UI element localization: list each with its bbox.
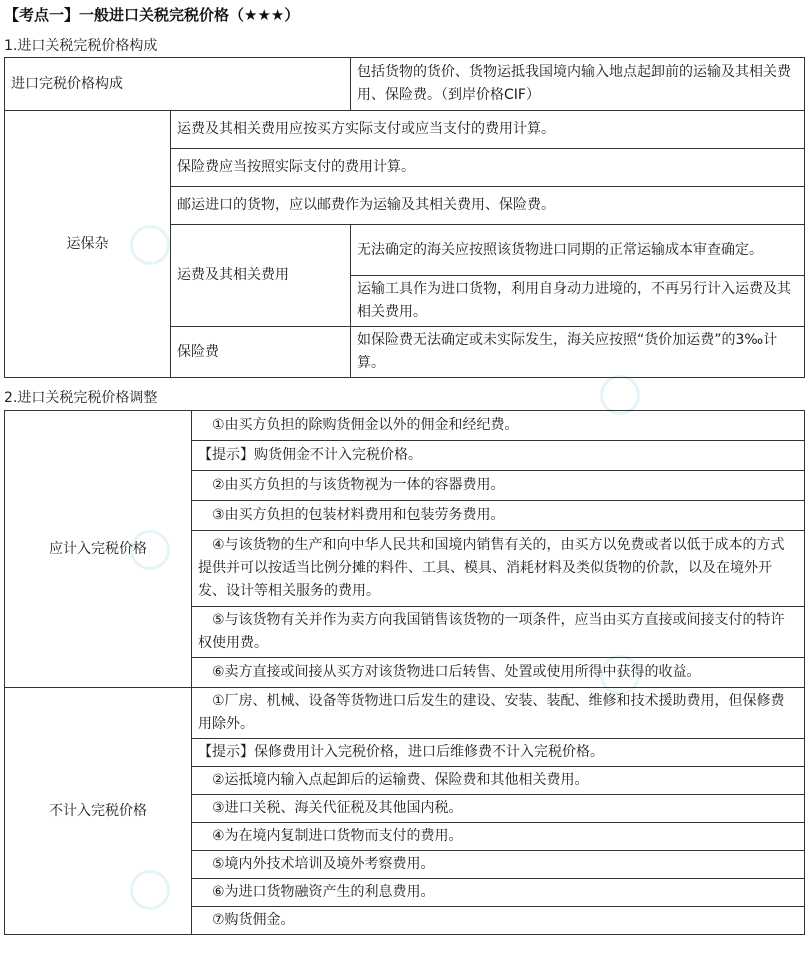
exclude-item: ⑤境内外技术培训及境外考察费用。 xyxy=(192,851,805,879)
include-tip: 【提示】购货佣金不计入完税价格。 xyxy=(192,441,805,471)
insurance-item: 如保险费无法确定或未实际发生，海关应按照“货价加运费”的3‰计算。 xyxy=(351,327,805,378)
include-item: ⑤与该货物有关并作为卖方向我国销售该货物的一项条件，应当由买方直接或间接支付的特许权使用费。 xyxy=(192,607,805,658)
yunbaoza-rule: 邮运进口的货物，应以邮费作为运输及其相关费用、保险费。 xyxy=(171,187,805,225)
exclude-item: ①厂房、机械、设备等货物进口后发生的建设、安装、装配、维修和技术援助费用，但保修费用除外。 xyxy=(192,688,805,739)
exclude-item: ⑦购货佣金。 xyxy=(192,907,805,935)
composition-table xyxy=(4,57,805,378)
exclude-tip: 【提示】保修费用计入完税价格，进口后维修费不计入完税价格。 xyxy=(192,739,805,767)
include-item: ③由买方负担的包装材料费用和包装劳务费用。 xyxy=(192,501,805,531)
table-row xyxy=(5,111,805,149)
section-title-composition: 1.进口关税完税价格构成 xyxy=(4,38,158,54)
freight-item: 运输工具作为进口货物，利用自身动力进境的，不再另行计入运费及其相关费用。 xyxy=(351,276,805,327)
exclude-label: 不计入完税价格 xyxy=(5,688,192,935)
include-item: ②由买方负担的与该货物视为一体的容器费用。 xyxy=(192,471,805,501)
yunbaoza-label: 运保杂 xyxy=(5,111,171,378)
watermark-logo xyxy=(600,375,640,415)
include-item: ⑥卖方直接或间接从买方对该货物进口后转售、处置或使用所得中获得的收益。 xyxy=(192,658,805,688)
exclude-item: ③进口关税、海关代征税及其他国内税。 xyxy=(192,795,805,823)
insurance-label: 保险费 xyxy=(171,327,351,378)
exclude-item: ②运抵境内输入点起卸后的运输费、保险费和其他相关费用。 xyxy=(192,767,805,795)
freight-label: 运费及其相关费用 xyxy=(171,225,351,327)
exclude-item: ④为在境内复制进口货物而支付的费用。 xyxy=(192,823,805,851)
composition-content: 包括货物的货价、货物运抵我国境内输入地点起卸前的运输及其相关费用、保险费。（到岸价格CIF） xyxy=(351,58,805,111)
freight-item: 无法确定的海关应按照该货物进口同期的正常运输成本审查确定。 xyxy=(351,225,805,276)
include-item: ④与该货物的生产和向中华人民共和国境内销售有关的，由买方以免费或者以低于成本的方式提供并可以按适当比例分摊的料件、工具、模具、消耗材料及类似货物的价款，以及在境外开发、设计等相关服务的费用。 xyxy=(192,531,805,607)
include-label: 应计入完税价格 xyxy=(5,411,192,688)
table-row xyxy=(5,58,805,111)
yunbaoza-rule: 保险费应当按照实际支付的费用计算。 xyxy=(171,149,805,187)
include-item: ①由买方负担的除购货佣金以外的佣金和经纪费。 xyxy=(192,411,805,441)
page-title: 【考点一】一般进口关税完税价格（★★★） xyxy=(4,6,300,24)
table-row xyxy=(5,688,805,739)
adjustment-table xyxy=(4,410,805,935)
composition-label: 进口完税价格构成 xyxy=(5,58,351,111)
yunbaoza-rule: 运费及其相关费用应按买方实际支付或应当支付的费用计算。 xyxy=(171,111,805,149)
table-row xyxy=(5,411,805,441)
section-title-adjustment: 2.进口关税完税价格调整 xyxy=(4,390,158,406)
exclude-item: ⑥为进口货物融资产生的利息费用。 xyxy=(192,879,805,907)
